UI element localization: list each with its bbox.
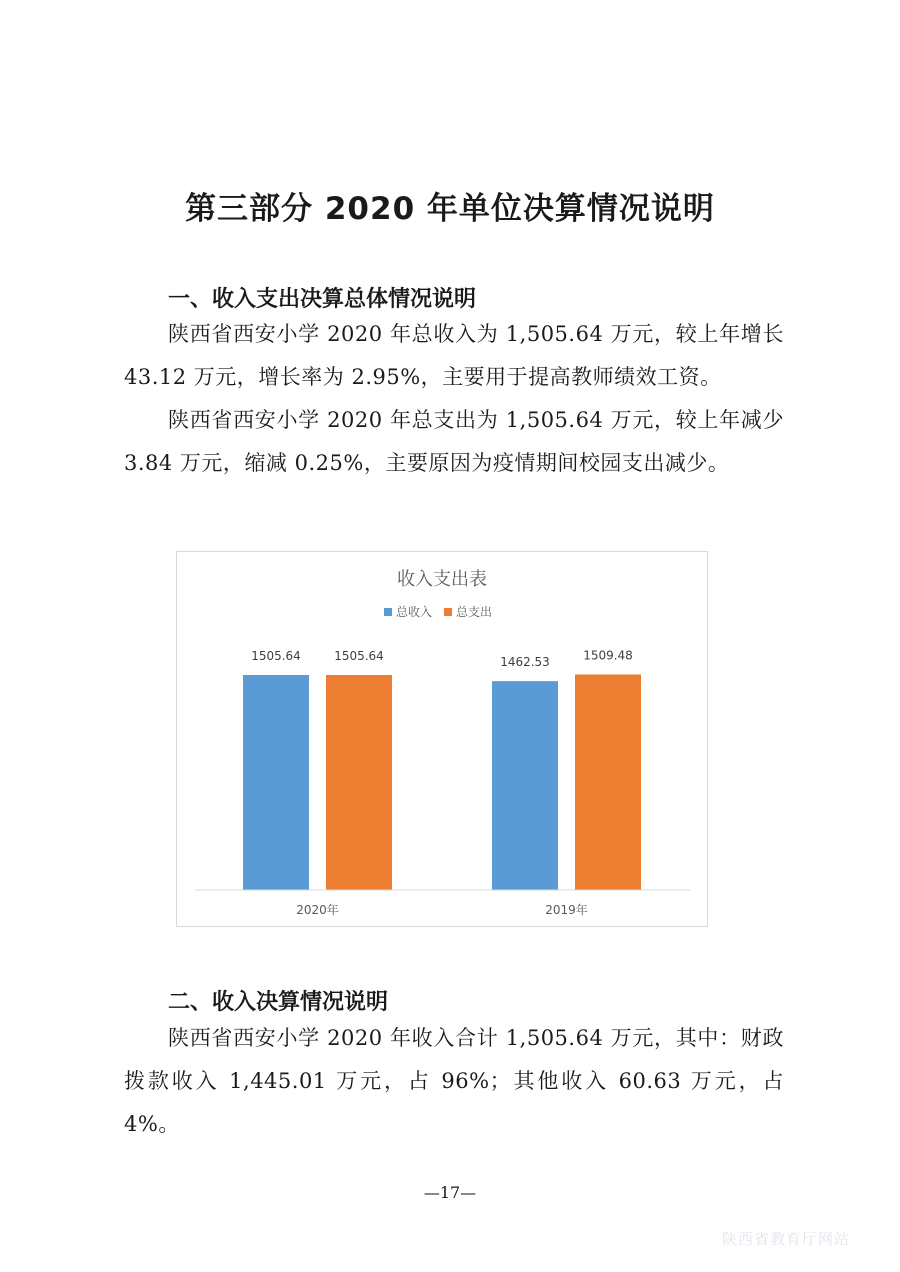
data-label-1-1: 1509.48 xyxy=(583,648,633,663)
paragraph-expense-summary: 陕西省西安小学 2020 年总支出为 1,505.64 万元，较上年减少 3.84 万元，缩减 0.25%，主要原因为疫情期间校园支出减少。 xyxy=(124,408,784,475)
bar-1-1 xyxy=(575,674,641,890)
legend-swatch-0 xyxy=(384,608,392,616)
bar-0-0 xyxy=(243,675,309,890)
paragraph-income-detail: 陕西省西安小学 2020 年收入合计 1,505.64 万元，其中：财政拨款收入 1,445.01 万元，占 96%；其他收入 60.63 万元，占 4%。 xyxy=(124,1026,784,1136)
x-tick-label-1: 2019年 xyxy=(545,903,588,917)
data-label-1-0: 1462.53 xyxy=(500,655,550,670)
bar-1-0 xyxy=(492,681,558,890)
data-label-0-1: 1505.64 xyxy=(334,648,384,663)
page-title: 第三部分 2020 年单位决算情况说明 xyxy=(185,191,715,227)
page-number: —17— xyxy=(423,1183,477,1202)
x-tick-label-0: 2020年 xyxy=(296,903,339,917)
chart-canvas xyxy=(177,552,707,926)
paragraph-income-summary: 陕西省西安小学 2020 年总收入为 1,505.64 万元，较上年增长 43.12 万元，增长率为 2.95%，主要用于提高教师绩效工资。 xyxy=(124,322,784,389)
data-label-0-0: 1505.64 xyxy=(251,648,301,663)
site-watermark: 陕西省教育厅网站 xyxy=(722,1230,851,1248)
chart-bars xyxy=(243,648,641,890)
x-axis-ticks xyxy=(296,902,588,917)
income-expense-chart xyxy=(176,551,708,927)
legend-swatch-1 xyxy=(444,608,452,616)
section-heading-2: 二、收入决算情况说明 xyxy=(168,990,389,1015)
section-heading-1: 一、收入支出决算总体情况说明 xyxy=(168,287,477,312)
chart-legend xyxy=(384,604,492,619)
bar-0-1 xyxy=(326,675,392,890)
chart-title: 收入支出表 xyxy=(397,569,487,590)
legend-label-1: 总支出 xyxy=(456,605,493,619)
legend-label-0: 总收入 xyxy=(396,605,433,619)
